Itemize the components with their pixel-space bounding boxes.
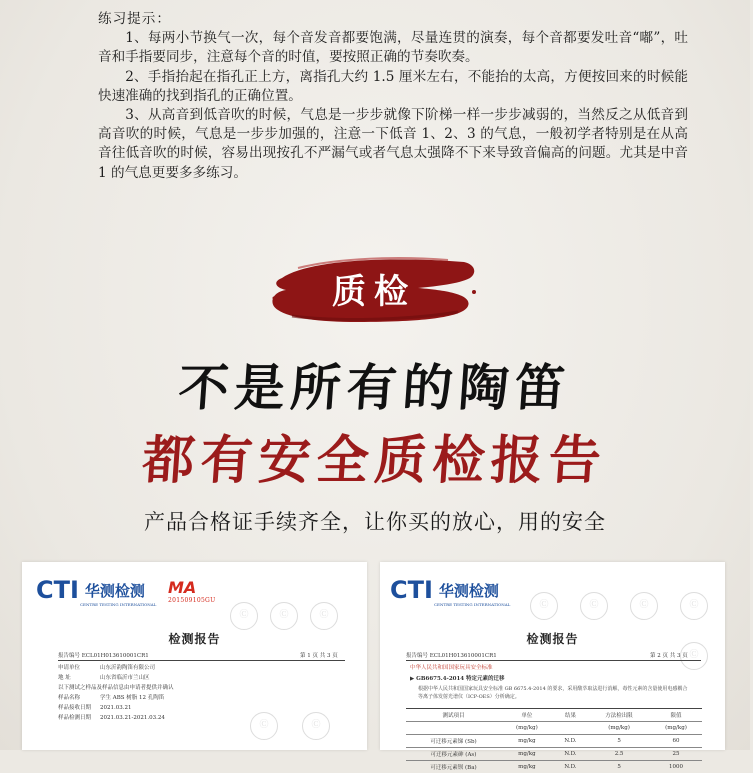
table-cell: 25 bbox=[650, 748, 702, 761]
cti-logo-cn: 华测检测 bbox=[85, 580, 145, 601]
report-field-key: 样品名称 bbox=[58, 693, 100, 703]
table-header: 结果 bbox=[553, 709, 588, 722]
watermark-icon: Ⓒ bbox=[302, 712, 330, 740]
report-title: 检测报告 bbox=[380, 630, 725, 647]
table-cell: N.D. bbox=[553, 761, 588, 773]
report-field-row bbox=[58, 663, 174, 673]
table-cell: mg/kg bbox=[501, 761, 553, 773]
table-cell: mg/kg bbox=[501, 748, 553, 761]
table-row bbox=[406, 735, 702, 748]
cma-seal bbox=[168, 578, 206, 604]
report-number: 报告编号 ECL01H013610001CR1 bbox=[58, 651, 149, 659]
headline-line-2: 都有安全质检报告 bbox=[0, 418, 753, 493]
table-header: 方法检出限 bbox=[588, 709, 650, 722]
report-field-value: 2021.03.21 bbox=[100, 705, 132, 711]
report-number: 报告编号 ECL01H013610001CR1 bbox=[406, 651, 497, 659]
report-title: 检测报告 bbox=[22, 630, 367, 647]
table-unit: (mg/kg) bbox=[501, 722, 553, 735]
watermark-icon: Ⓒ bbox=[580, 592, 608, 620]
table-unit bbox=[553, 722, 588, 735]
watermark-icon: Ⓒ bbox=[230, 602, 258, 630]
table-unit: (mg/kg) bbox=[650, 722, 702, 735]
report-field-value: 以下测试之样品及样品信息由申请者提供并确认 bbox=[58, 685, 174, 691]
headline-subtitle: 产品合格证手续齐全，让你买的放心，用的安全 bbox=[0, 506, 750, 536]
report-field-value: 学生 ABS 树脂 12 孔陶笛 bbox=[100, 695, 164, 701]
results-table bbox=[406, 708, 702, 773]
table-cell: 5 bbox=[588, 761, 650, 773]
quality-check-badge bbox=[268, 248, 480, 330]
report-field-key: 申请单位 bbox=[58, 663, 100, 673]
report-field-row bbox=[58, 703, 174, 713]
practice-tips bbox=[98, 10, 688, 183]
cti-logo-text: CTI bbox=[36, 576, 79, 604]
table-cell: N.D. bbox=[553, 748, 588, 761]
cti-logo bbox=[36, 576, 145, 604]
report-field-value: 山东沂韵陶笛有限公司 bbox=[100, 665, 155, 671]
table-cell: 60 bbox=[650, 735, 702, 748]
table-unit: (mg/kg) bbox=[588, 722, 650, 735]
badge-label: 质检 bbox=[268, 264, 480, 313]
table-cell: 可迁移元素锑 (Sb) bbox=[406, 735, 501, 748]
watermark-icon: Ⓒ bbox=[680, 642, 708, 670]
watermark-icon: Ⓒ bbox=[630, 592, 658, 620]
standard-name: 中华人民共和国国家玩具安全标准 bbox=[410, 663, 493, 671]
report-page: 第 1 页 共 3 页 bbox=[300, 651, 338, 659]
table-header: 单位 bbox=[501, 709, 553, 722]
report-field-value: 山东省临沂市兰山区 bbox=[100, 675, 150, 681]
report-page: 第 2 页 共 3 页 bbox=[650, 651, 688, 659]
tip-3: 3、从高音到低音吹的时候，气息是一步步就像下阶梯一样一步步减弱的，当然反之从低音到高音吹的时候，气息是一步步加强的，注意一下低音 1、2、3 的气息，一般初学者特别是在从高音往低音吹的时候，容易出现按孔不严漏气或者气息太强降不下来导致音偏高的问题。尤其是中音 1 的气息更要多多练习。 bbox=[98, 106, 688, 183]
report-field-value: 2021.03.21-2021.03.24 bbox=[100, 715, 165, 721]
cma-mark: MA bbox=[168, 578, 206, 597]
table-cell: N.D. bbox=[553, 735, 588, 748]
report-field-row bbox=[58, 693, 174, 703]
cti-logo-en: CENTRE TESTING INTERNATIONAL bbox=[80, 602, 156, 607]
cti-logo bbox=[390, 576, 499, 604]
tip-1: 1、每两小节换气一次，每个音发音都要饱满，尽量连贯的演奏，每个音都要发吐音“嘟”，吐音和手指要同步，注意每个音的时值，要按照正确的节奏吹奏。 bbox=[98, 29, 688, 67]
report-field-key: 地 址 bbox=[58, 673, 100, 683]
tips-heading: 练习提示： bbox=[98, 10, 688, 29]
standard-item: ▶ GB6675.4-2014 特定元素的迁移 bbox=[410, 674, 505, 682]
report-field-row bbox=[58, 683, 174, 693]
watermark-icon: Ⓒ bbox=[250, 712, 278, 740]
table-units-row bbox=[406, 722, 702, 735]
watermark-icon: Ⓒ bbox=[530, 592, 558, 620]
method-description: 根据中华人民共和国国家玩具安全标准 GB 6675.4-2014 的要求，采用酸萃取法进行消解，毒性元素的含量使用电感耦合等离子体发射光谱仪（ICP-OES）分析确定。 bbox=[418, 685, 688, 701]
table-header: 测试项目 bbox=[406, 709, 501, 722]
table-cell: 2.5 bbox=[588, 748, 650, 761]
report-fields bbox=[58, 663, 174, 723]
table-header: 限值 bbox=[650, 709, 702, 722]
divider bbox=[406, 660, 701, 661]
table-cell: 1000 bbox=[650, 761, 702, 773]
test-report-page-2 bbox=[380, 562, 725, 750]
table-cell: 5 bbox=[588, 735, 650, 748]
table-cell: 可迁移元素钡 (Ba) bbox=[406, 761, 501, 773]
report-field-row bbox=[58, 713, 174, 723]
table-header-row bbox=[406, 709, 702, 722]
table-cell: mg/kg bbox=[501, 735, 553, 748]
test-report-page-1 bbox=[22, 562, 367, 750]
cma-number: 201509105GU bbox=[168, 597, 206, 604]
cti-logo-cn: 华测检测 bbox=[439, 580, 499, 601]
report-field-key: 样品检测日期 bbox=[58, 713, 100, 723]
table-row bbox=[406, 748, 702, 761]
watermark-icon: Ⓒ bbox=[270, 602, 298, 630]
report-field-key: 样品接收日期 bbox=[58, 703, 100, 713]
table-unit bbox=[406, 722, 501, 735]
table-cell: 可迁移元素砷 (As) bbox=[406, 748, 501, 761]
cti-logo-text: CTI bbox=[390, 576, 433, 604]
headline-line-1: 不是所有的陶笛 bbox=[0, 348, 753, 420]
watermark-icon: Ⓒ bbox=[310, 602, 338, 630]
watermark-icon: Ⓒ bbox=[680, 592, 708, 620]
report-field-row bbox=[58, 673, 174, 683]
cti-logo-en: CENTRE TESTING INTERNATIONAL bbox=[434, 602, 510, 607]
divider bbox=[58, 660, 345, 661]
table-row bbox=[406, 761, 702, 773]
tip-2: 2、手指抬起在指孔正上方，离指孔大约 1.5 厘米左右，不能抬的太高，方便按回来的时候能快速准确的找到指孔的正确位置。 bbox=[98, 68, 688, 106]
